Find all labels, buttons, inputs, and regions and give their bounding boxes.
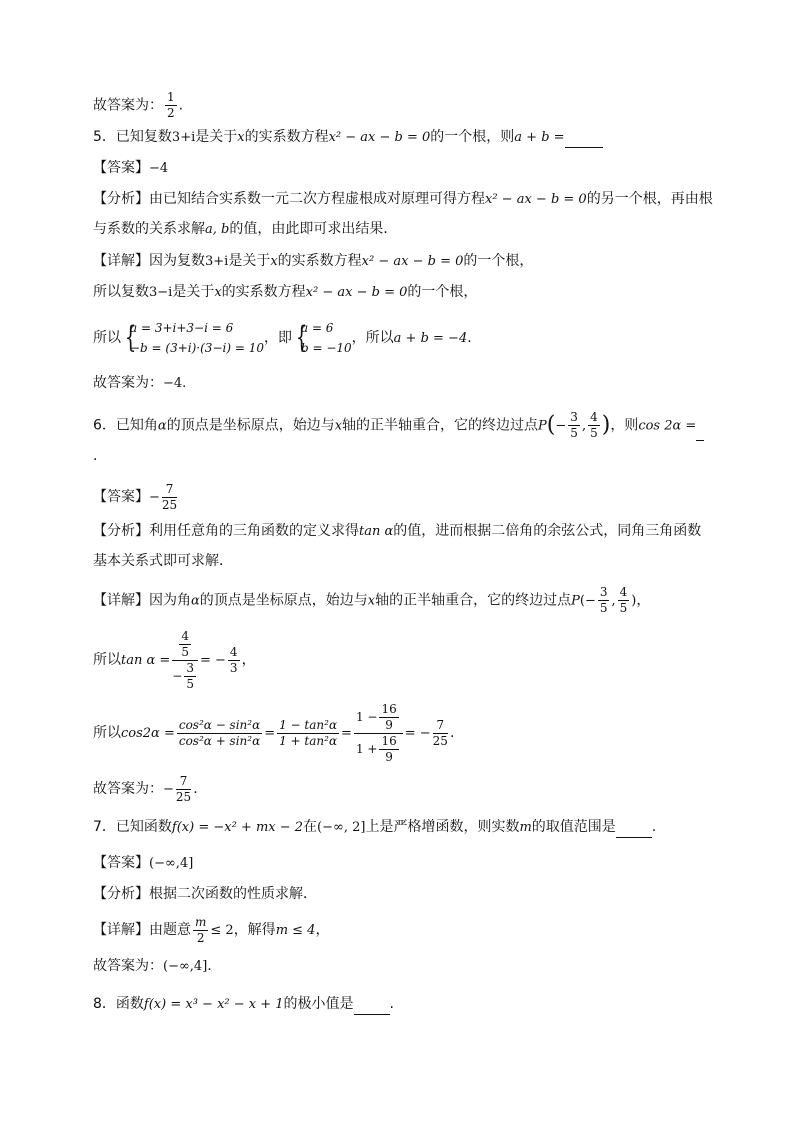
analysis-line-q6-2: 基本关系式即可求解． — [93, 553, 233, 569]
detail-line-q6: 【详解】因为角α的顶点是坐标原点，始边与x轴的正半轴重合，它的终边过点P(− $\frac{3}{5}$ , $\frac{4}{5}$ )， — [93, 585, 651, 615]
brace-icon: { — [124, 320, 137, 355]
answer-line-q7: 【答案】(−∞,4] — [93, 855, 194, 871]
question-6-tail: . — [93, 448, 98, 464]
analysis-line-q6: 【分析】利用任意角的三角函数的定义求得tan α的值，进而根据二倍角的余弦公式，同角三角函数 — [93, 523, 702, 539]
detail-line-2: 所以复数3−i是关于x的实系数方程x² − ax − b = 0的一个根， — [93, 284, 478, 300]
brace-icon: { — [295, 320, 308, 355]
answer-blank — [616, 837, 652, 838]
analysis-line-2: 与系数的关系求解a, b的值，由此即可求出结果． — [93, 221, 398, 237]
fraction: $\frac{1}{2}$ — [167, 90, 175, 120]
answer-line-q4: 故答案为： $\frac{1}{2}$ . — [93, 90, 184, 120]
detail-system-line: 所以 { a = 3+i+3−i = 6 −b = (3+i)·(3−i) = 10 ，即 { a = 6 b = −10 ，所以a + b = −4. — [93, 318, 472, 359]
detail-line: 【详解】因为复数3+i是关于x的实系数方程x² − ax − b = 0的一个根， — [93, 253, 534, 269]
analysis-line: 【分析】由已知结合实系数一元二次方程虚根成对原理可得方程x² − ax − b = 0的另一个根，再由根 — [93, 191, 713, 207]
answer-blank — [565, 147, 603, 148]
answer-line: 【答案】−4 — [93, 160, 169, 176]
answer-prefix: 故答案为： — [93, 97, 163, 114]
question-7: 7．已知函数f(x) = −x² + mx − 2在(−∞, 2]上是严格增函数，则实数m的取值范围是 . — [93, 817, 656, 838]
detail-cos-line: 所以cos2α = $\frac{\text{cos²α − sin²α}}{\text{cos²α + sin²α}}$ = $\frac{\text{1 − tan²α}}{\text{1 + tan²α}}$ = 1 − $\frac{16}{9}$ 1 + $\frac{16}{9}$ = − $\frac{7}{25}$ . — [93, 701, 455, 764]
question-8: 8．函数f(x) = x³ − x² − x + 1的极小值是 . — [93, 994, 394, 1015]
answer-line-q6: 【答案】− $\frac{7}{25}$ — [93, 481, 178, 512]
detail-tan-line: 所以tan α = $\frac{4}{5}$ − $\frac{3}{5}$ = − $\frac{4}{3}$ ， — [93, 628, 256, 691]
final-answer-q6: 故答案为：− $\frac{7}{25}$ . — [93, 773, 198, 804]
equation-system-2: { a = 6 b = −10 — [292, 318, 352, 358]
final-answer-q5: 故答案为：−4. — [93, 375, 187, 391]
detail-line-q7: 【详解】由题意 $\frac{m}{2}$ ≤ 2，解得m ≤ 4， — [93, 914, 330, 945]
complex-fraction: $\frac{4}{5}$ − $\frac{3}{5}$ — [172, 629, 198, 692]
answer-blank — [696, 440, 704, 441]
question-6: 6．已知角α的顶点是坐标原点，始边与x轴的正半轴重合，它的终边过点P(− $\frac{3}{5}$ , $\frac{4}{5}$ )，则cos 2α = — [93, 410, 704, 441]
equation-system: { a = 3+i+3−i = 6 −b = (3+i)·(3−i) = 10 — [121, 318, 264, 358]
question-5: 5．已知复数3+i是关于x的实系数方程x² − ax − b = 0的一个根，则a + b = — [93, 127, 603, 148]
analysis-line-q7: 【分析】根据二次函数的性质求解． — [93, 886, 317, 902]
final-answer-q7: 故答案为：(−∞,4]. — [93, 958, 212, 974]
answer-blank — [354, 1014, 390, 1015]
